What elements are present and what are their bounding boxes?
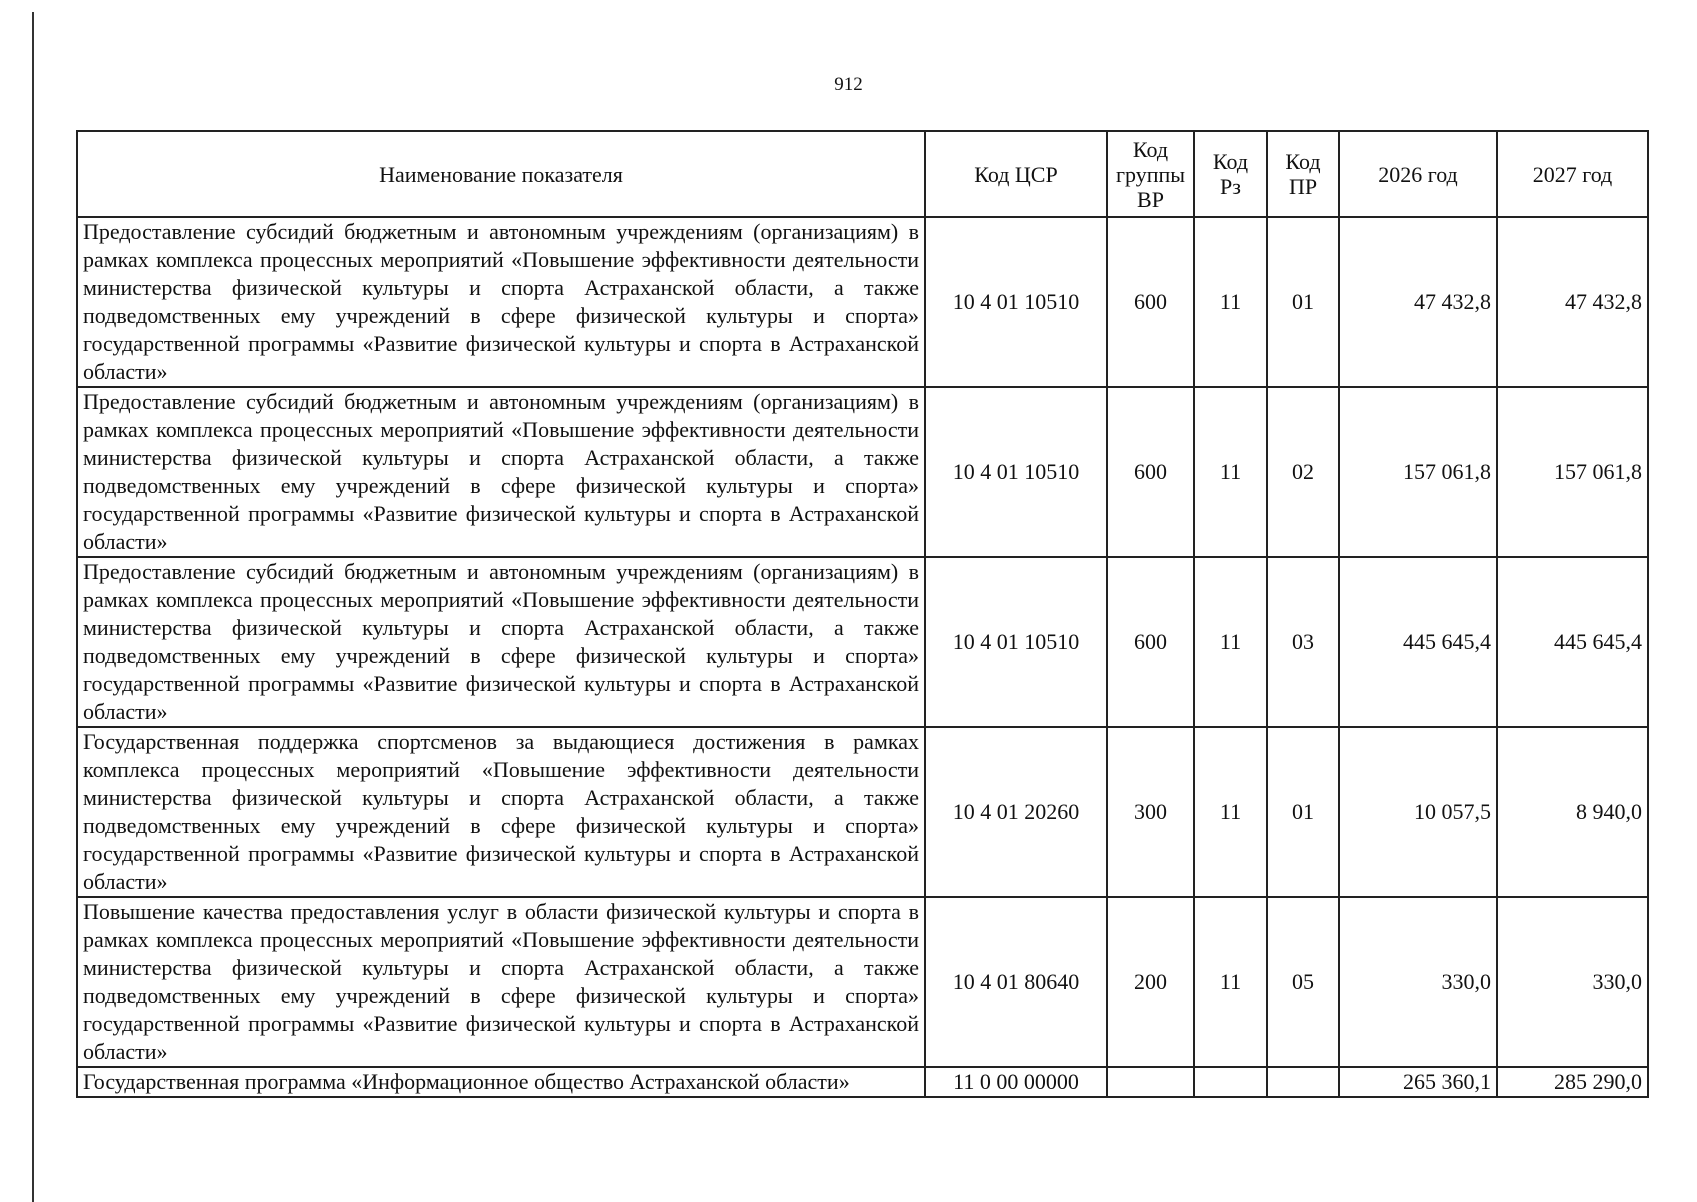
header-pr [1267,131,1339,217]
cell-csr: 10 4 01 10510 [925,557,1107,727]
table-row [77,387,1648,557]
cell-name: Государственная поддержка спортсменов за выдающиеся достижения в рамках комплекса процессных мероприятий «Повышение эффективности деятельности министерства физической культуры и спорта Астраханской области, а также подведомственных ему учреждений в сфере физической культуры и спорта» государственной программы «Развитие физической культуры и спорта в Астраханской области» [77,727,925,897]
table-header-row [77,131,1648,217]
cell-2026: 445 645,4 [1339,557,1497,727]
table-row [77,217,1648,387]
header-vr-line1: Код [1132,136,1169,162]
header-vr-line2: группы [1115,161,1186,187]
page-margin-line [32,12,34,1202]
cell-rz: 11 [1194,217,1267,387]
cell-vr: 300 [1107,727,1194,897]
cell-vr: 200 [1107,897,1194,1067]
header-rz-line2: Рз [1220,174,1241,199]
header-vr-line3: ВР [1137,186,1164,212]
table-row [77,727,1648,897]
table-row [77,1067,1648,1097]
cell-name: Предоставление субсидий бюджетным и автономным учреждениям (организациям) в рамках комплекса процессных мероприятий «Повышение эффективности деятельности министерства физической культуры и спорта Астраханской области, а также подведомственных ему учреждений в сфере физической культуры и спорта» государственной программы «Развитие физической культуры и спорта в Астраханской области» [77,387,925,557]
cell-rz [1194,1067,1267,1097]
header-name: Наименование показателя [77,131,925,217]
cell-csr: 10 4 01 80640 [925,897,1107,1067]
cell-2027: 330,0 [1497,897,1648,1067]
cell-rz: 11 [1194,387,1267,557]
cell-pr: 01 [1267,217,1339,387]
header-csr: Код ЦСР [925,131,1107,217]
cell-rz: 11 [1194,557,1267,727]
header-2026: 2026 год [1339,131,1497,217]
cell-csr: 10 4 01 10510 [925,217,1107,387]
cell-2026: 157 061,8 [1339,387,1497,557]
cell-2026: 10 057,5 [1339,727,1497,897]
cell-csr: 11 0 00 00000 [925,1067,1107,1097]
cell-vr [1107,1067,1194,1097]
cell-2026: 330,0 [1339,897,1497,1067]
cell-2026: 47 432,8 [1339,217,1497,387]
cell-vr: 600 [1107,387,1194,557]
cell-csr: 10 4 01 10510 [925,387,1107,557]
cell-2027: 47 432,8 [1497,217,1648,387]
cell-rz: 11 [1194,897,1267,1067]
cell-2026: 265 360,1 [1339,1067,1497,1097]
budget-table [76,130,1649,1098]
page-number: 912 [834,74,863,95]
header-rz [1194,131,1267,217]
header-2027: 2027 год [1497,131,1648,217]
header-vr [1107,131,1194,217]
header-pr-line2: ПР [1288,174,1318,199]
cell-2027: 445 645,4 [1497,557,1648,727]
header-rz-line1: Код [1212,149,1249,174]
cell-name: Государственная программа «Информационное общество Астраханской области» [77,1067,925,1097]
table-row [77,557,1648,727]
cell-name: Предоставление субсидий бюджетным и автономным учреждениям (организациям) в рамках комплекса процессных мероприятий «Повышение эффективности деятельности министерства физической культуры и спорта Астраханской области, а также подведомственных ему учреждений в сфере физической культуры и спорта» государственной программы «Развитие физической культуры и спорта в Астраханской области» [77,557,925,727]
cell-pr: 03 [1267,557,1339,727]
header-pr-line1: Код [1285,149,1321,174]
cell-rz: 11 [1194,727,1267,897]
cell-pr: 02 [1267,387,1339,557]
cell-name: Повышение качества предоставления услуг в области физической культуры и спорта в рамках комплекса процессных мероприятий «Повышение эффективности деятельности министерства физической культуры и спорта Астраханской области, а также подведомственных ему учреждений в сфере физической культуры и спорта» государственной программы «Развитие физической культуры и спорта в Астраханской области» [77,897,925,1067]
cell-pr: 05 [1267,897,1339,1067]
cell-vr: 600 [1107,217,1194,387]
cell-2027: 8 940,0 [1497,727,1648,897]
cell-2027: 157 061,8 [1497,387,1648,557]
table-row [77,897,1648,1067]
cell-vr: 600 [1107,557,1194,727]
cell-csr: 10 4 01 20260 [925,727,1107,897]
cell-pr: 01 [1267,727,1339,897]
cell-2027: 285 290,0 [1497,1067,1648,1097]
cell-name: Предоставление субсидий бюджетным и автономным учреждениям (организациям) в рамках комплекса процессных мероприятий «Повышение эффективности деятельности министерства физической культуры и спорта Астраханской области, а также подведомственных ему учреждений в сфере физической культуры и спорта» государственной программы «Развитие физической культуры и спорта в Астраханской области» [77,217,925,387]
cell-pr [1267,1067,1339,1097]
